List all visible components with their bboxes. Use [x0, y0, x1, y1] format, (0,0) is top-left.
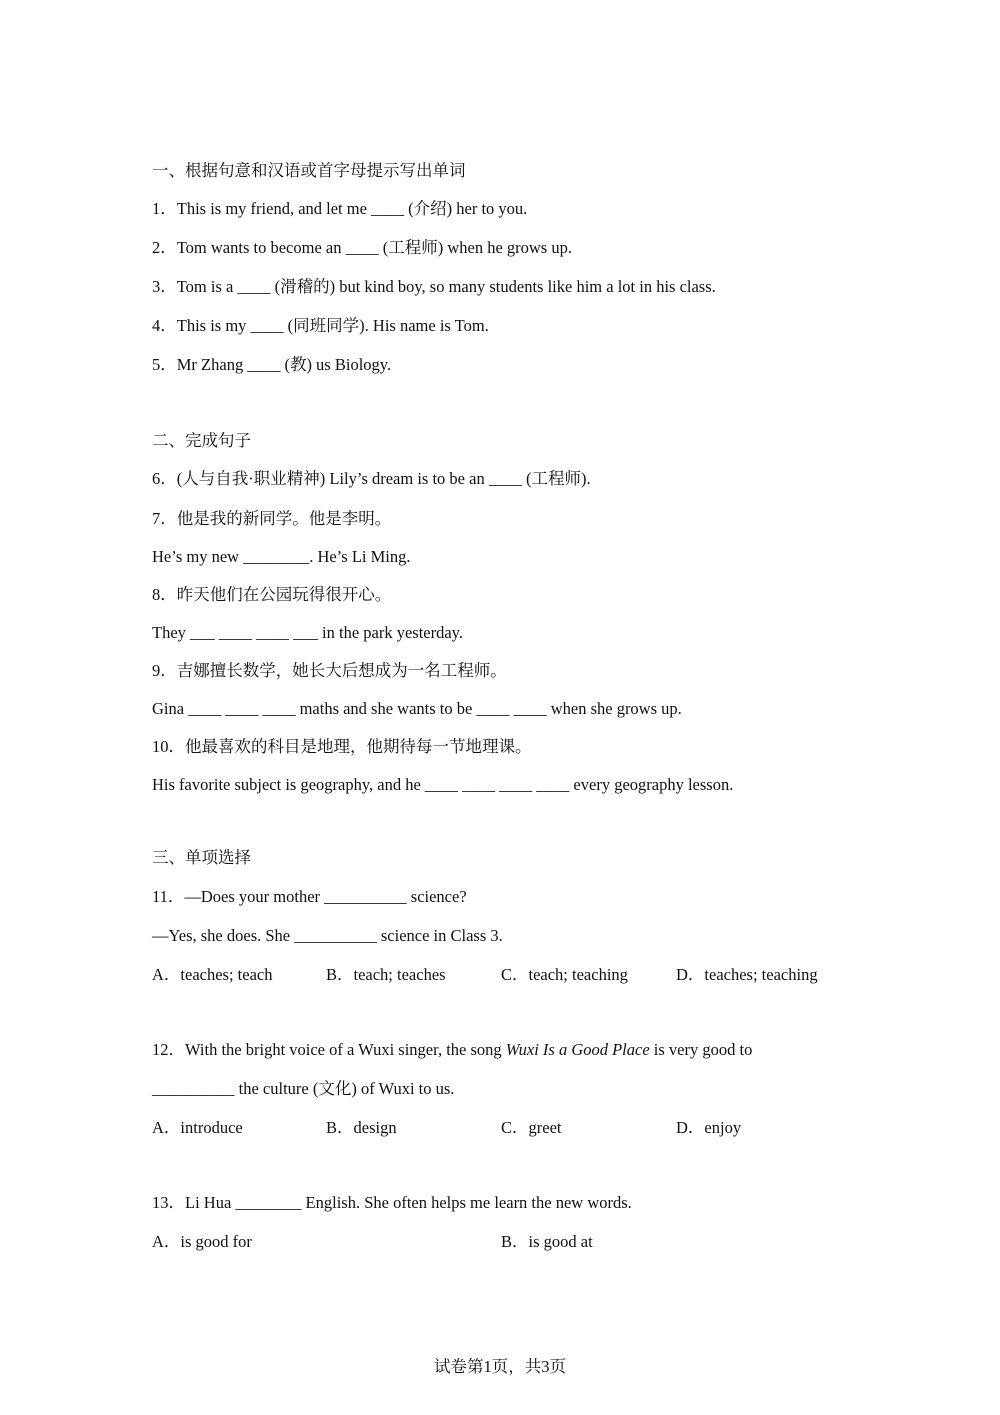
question-11-line-2: —Yes, she does. She __________ science in Class 3. [152, 926, 503, 945]
question-7-english: He’s my new ________. He’s Li Ming. [152, 547, 411, 566]
question-11-option-c: C．teach; teaching [501, 965, 628, 984]
question-8-english: They ___ ____ ____ ___ in the park yesterday. [152, 623, 463, 642]
question-3: 3．Tom is a ____ (滑稽的) but kind boy, so many students like him a lot in his class. [152, 277, 716, 296]
question-13-line-1: 13．Li Hua ________ English. She often helps me learn the new words. [152, 1193, 632, 1212]
question-12-option-b: B．design [326, 1118, 397, 1137]
question-12-text-before-title: 12．With the bright voice of a Wuxi singer, the song [152, 1040, 506, 1059]
question-5: 5．Mr Zhang ____ (教) us Biology. [152, 355, 392, 374]
question-8-chinese: 8．昨天他们在公园玩得很开心。 [152, 585, 392, 604]
question-10-chinese: 10．他最喜欢的科目是地理，他期待每一节地理课。 [152, 737, 532, 756]
question-12-text-after-title: is very good to [649, 1040, 753, 1059]
question-13-option-b: B．is good at [501, 1232, 593, 1251]
question-12-option-d: D．enjoy [676, 1118, 742, 1137]
section-1-title: 一、根据句意和汉语或首字母提示写出单词 [152, 161, 466, 180]
question-4: 4．This is my ____ (同班同学). His name is Tom. [152, 316, 489, 335]
section-2-title: 二、完成句子 [152, 431, 251, 450]
question-11-option-d: D．teaches; teaching [676, 965, 818, 984]
section-3-title: 三、单项选择 [152, 848, 251, 867]
question-12-line-2: __________ the culture (文化) of Wuxi to us. [152, 1079, 455, 1098]
question-11-line-1: 11．—Does your mother __________ science? [152, 887, 467, 906]
question-7-chinese: 7．他是我的新同学。他是李明。 [152, 509, 392, 528]
question-12-option-a: A．introduce [152, 1118, 243, 1137]
question-13-option-a: A．is good for [152, 1232, 252, 1251]
question-12-option-c: C．greet [501, 1118, 562, 1137]
song-title: Wuxi Is a Good Place [505, 1040, 650, 1059]
question-1: 1．This is my friend, and let me ____ (介绍) her to you. [152, 199, 528, 218]
question-11-option-b: B．teach; teaches [326, 965, 446, 984]
question-2: 2．Tom wants to become an ____ (工程师) when he grows up. [152, 238, 572, 257]
question-9-english: Gina ____ ____ ____ maths and she wants to be ____ ____ when she grows up. [152, 699, 682, 718]
question-10-english: His favorite subject is geography, and he ____ ____ ____ ____ every geography lesson. [152, 775, 734, 794]
page-footer: 试卷第1页，共3页 [434, 1357, 566, 1376]
question-11-option-a: A．teaches; teach [152, 965, 273, 984]
question-12-line-1 [152, 1039, 752, 1061]
question-6: 6．(人与自我·职业精神) Lily’s dream is to be an ____ (工程师). [152, 469, 591, 488]
question-9-chinese: 9．吉娜擅长数学，她长大后想成为一名工程师。 [152, 661, 507, 680]
